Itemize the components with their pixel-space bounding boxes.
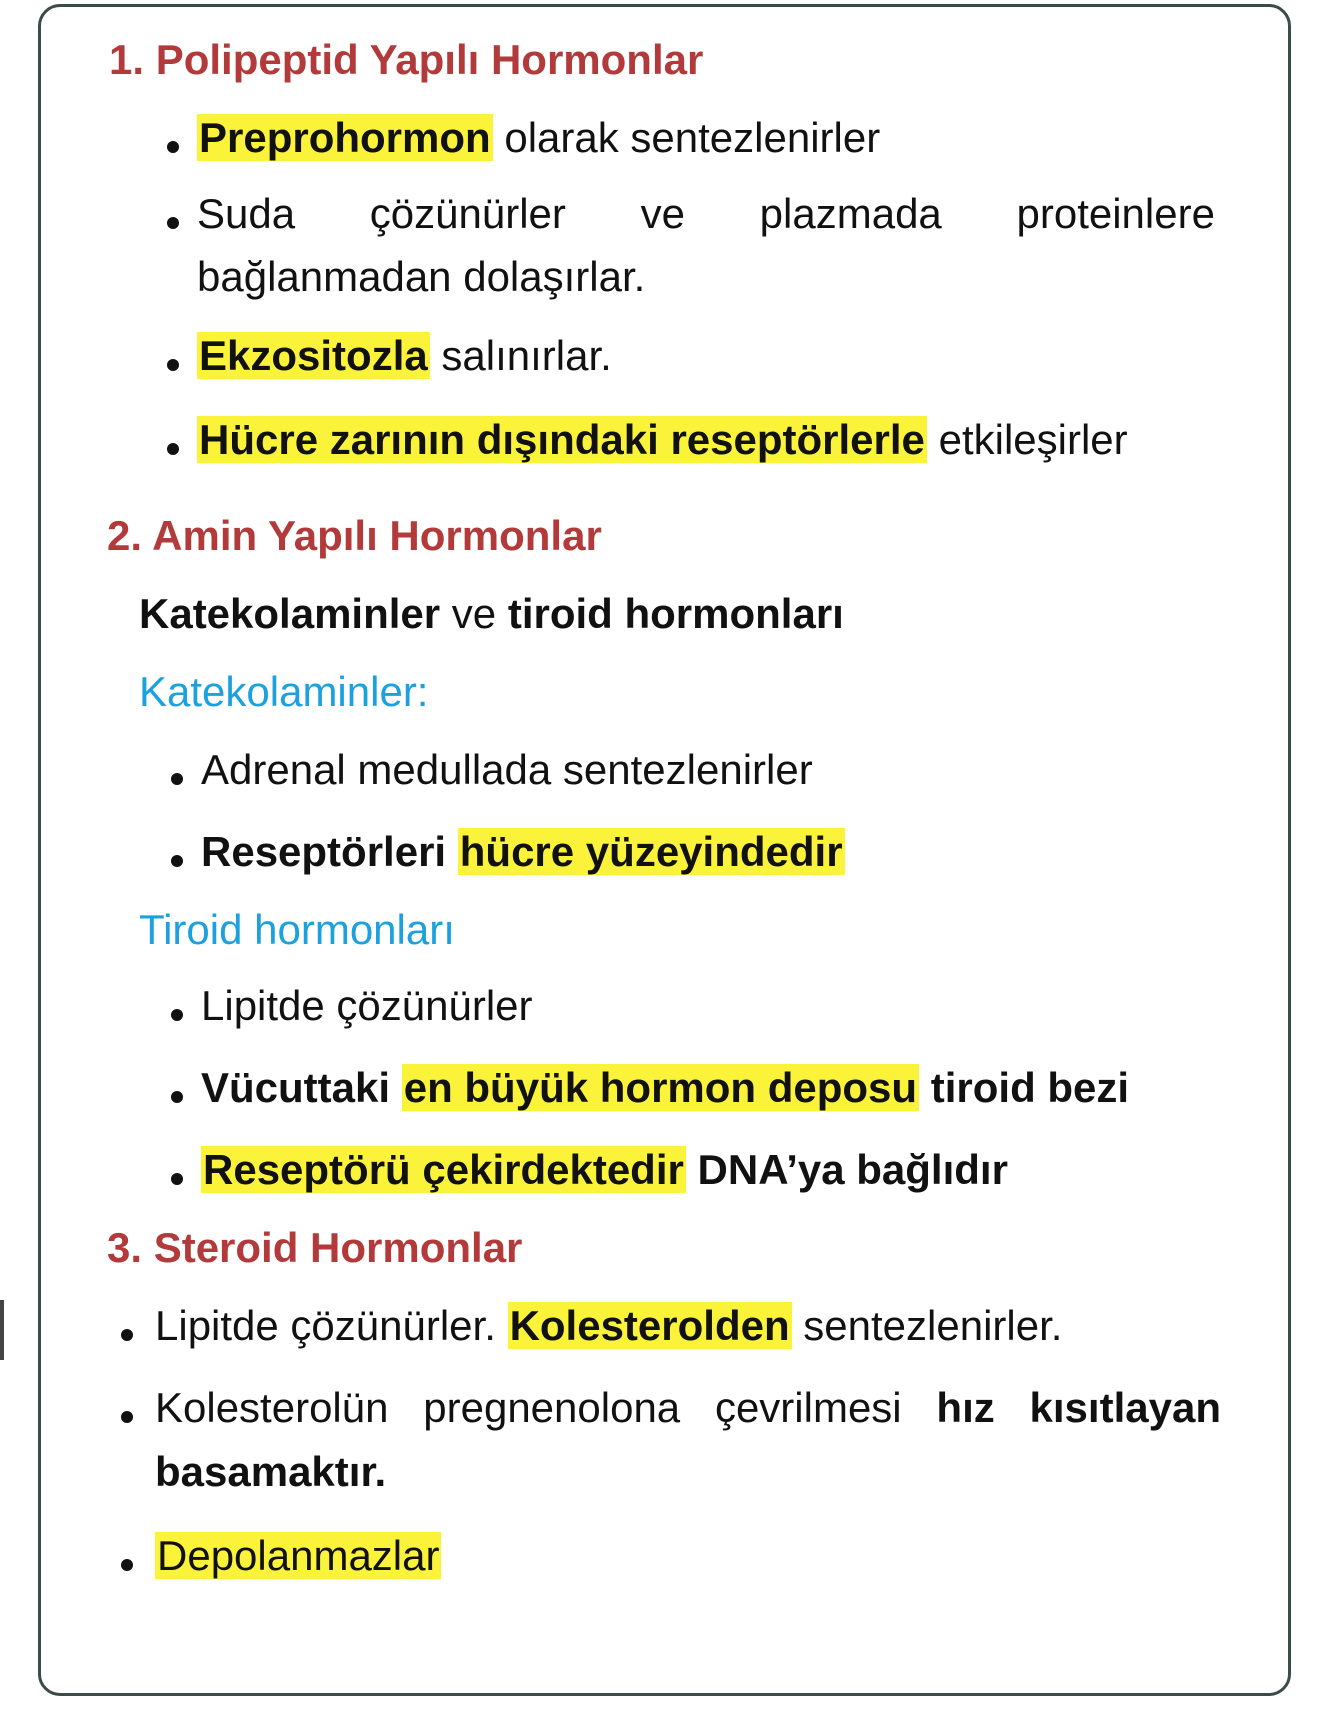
tir-bullet-3 [201, 1145, 1008, 1195]
tir-bullet-2 [201, 1063, 1129, 1113]
s3-bullet-2-line-2: basamaktır. [155, 1448, 387, 1495]
bullet-icon [167, 217, 179, 229]
word: plazmada [759, 190, 942, 237]
word: Kolesterolün [155, 1384, 389, 1431]
word: kısıtlayan [1029, 1384, 1221, 1431]
tir-bullet-1: Lipitde çözünürler [201, 982, 533, 1029]
intro-term: tiroid hormonları [507, 590, 844, 637]
highlighted-text: hücre yüzeyindedir [459, 828, 843, 875]
bullet-icon [167, 359, 179, 371]
s3-bullet-1 [155, 1301, 1062, 1351]
s3-bullet-2-line-1 [155, 1383, 1221, 1433]
s1-bullet-2-line-2: bağlanmadan dolaşırlar. [197, 253, 646, 300]
katekolaminler-subheading: Katekolaminler: [139, 668, 429, 715]
highlighted-text: Depolanmazlar [157, 1532, 440, 1579]
word: çevrilmesi [714, 1384, 902, 1431]
amin-intro-line [139, 589, 844, 639]
bullet-icon [171, 1091, 183, 1103]
bullet-icon [121, 1559, 133, 1571]
bullet-text: tiroid bezi [919, 1064, 1130, 1111]
bullet-icon [171, 773, 183, 785]
word: pregnenolona [423, 1384, 681, 1431]
bullet-icon [171, 855, 183, 867]
kat-bullet-2 [201, 827, 845, 877]
section-2-heading: 2. Amin Yapılı Hormonlar [107, 512, 602, 559]
page-edge-mark [0, 1300, 4, 1360]
bullet-icon [167, 141, 179, 153]
highlighted-text: Hücre zarının dışındaki reseptörlerle [199, 416, 925, 463]
bullet-icon [171, 1009, 183, 1021]
word: çözünürler [369, 190, 566, 237]
s1-bullet-3 [197, 331, 612, 381]
intro-connector: ve [440, 590, 508, 637]
bullet-icon [121, 1411, 133, 1423]
bullet-text: salınırlar. [429, 332, 612, 379]
word: ve [640, 190, 685, 237]
bullet-icon [171, 1173, 183, 1185]
s3-bullet-3 [155, 1531, 441, 1581]
bullet-text: Lipitde çözünürler. [155, 1302, 508, 1349]
highlighted-text: Reseptörü çekirdektedir [203, 1146, 684, 1193]
kat-bullet-1: Adrenal medullada sentezlenirler [201, 746, 813, 793]
bullet-icon [121, 1329, 133, 1341]
bullet-text: DNA’ya bağlıdır [685, 1146, 1008, 1193]
s1-bullet-2-line-1 [197, 189, 1215, 239]
highlighted-text: Kolesterolden [509, 1302, 790, 1349]
section-1-heading: 1. Polipeptid Yapılı Hormonlar [109, 36, 704, 83]
bullet-text: sentezlenirler. [791, 1302, 1063, 1349]
s1-bullet-4 [197, 415, 1128, 465]
bullet-text: etkileşirler [926, 416, 1128, 463]
tiroid-subheading: Tiroid hormonları [139, 906, 455, 953]
s1-bullet-1 [197, 113, 880, 163]
bullet-text: Reseptörleri [201, 828, 458, 875]
bullet-text: olarak sentezlenirler [492, 114, 881, 161]
word: proteinlere [1016, 190, 1215, 237]
bullet-text: Vücuttaki [201, 1064, 402, 1111]
intro-term: Katekolaminler [139, 590, 441, 637]
bullet-icon [167, 443, 179, 455]
word: hız [936, 1384, 995, 1431]
highlighted-text: en büyük hormon deposu [403, 1064, 918, 1111]
content-card [38, 4, 1291, 1696]
highlighted-text: Ekzositozla [199, 332, 428, 379]
word: Suda [197, 190, 296, 237]
section-3-heading: 3. Steroid Hormonlar [107, 1224, 523, 1271]
highlighted-text: Preprohormon [199, 114, 491, 161]
